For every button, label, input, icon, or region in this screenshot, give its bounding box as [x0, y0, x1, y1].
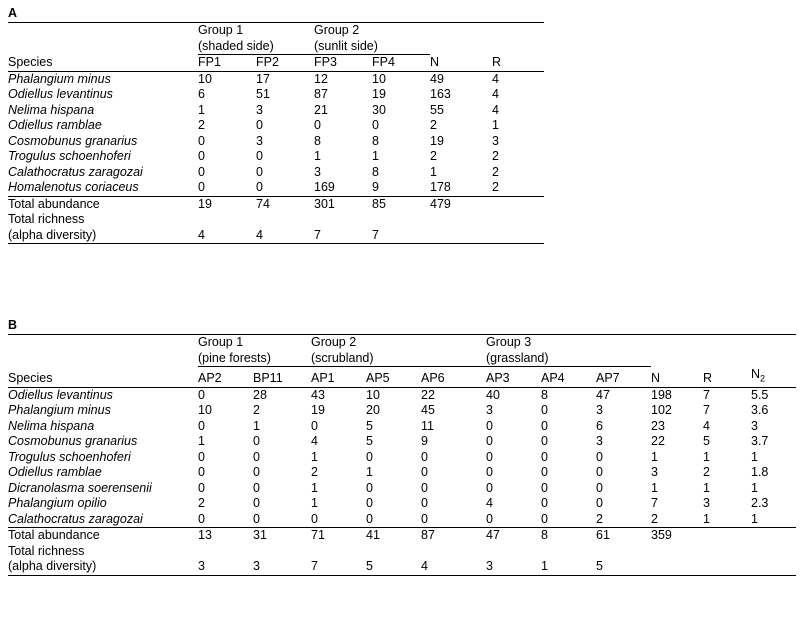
cell-value: 10	[372, 71, 386, 86]
table-row	[8, 165, 544, 181]
empty-cell	[198, 212, 256, 228]
cell-value: 0	[198, 449, 205, 464]
cell-value: 0	[253, 496, 260, 510]
column-header-ap4: AP4	[541, 367, 596, 388]
empty-cell	[651, 335, 703, 367]
column-header-n: N	[651, 367, 703, 388]
total-abundance-row	[8, 528, 796, 544]
cell-value: 8	[541, 528, 548, 542]
cell-value: 2	[311, 465, 318, 479]
cell-value: 0	[366, 496, 373, 510]
group-header-1	[198, 335, 311, 367]
column-header-n2-base: N	[751, 366, 761, 381]
cell-value: 9	[421, 434, 428, 448]
cell-value: 1	[751, 480, 758, 495]
cell-value: 0	[596, 465, 603, 479]
cell-value: 13	[198, 528, 212, 542]
cell-value: 71	[311, 528, 325, 542]
group-header-3-name: Group 3	[486, 335, 532, 349]
cell-value: 9	[372, 180, 430, 196]
cell-value: 0	[596, 480, 603, 495]
column-header-n2-sub: 2	[760, 373, 766, 383]
cell-value: 5	[366, 434, 373, 448]
column-header-r: R	[492, 55, 544, 72]
cell-value: 2	[430, 149, 437, 163]
cell-value: 87	[314, 87, 328, 101]
empty-cell	[8, 335, 198, 367]
cell-value: 1	[751, 512, 796, 528]
cell-value: 0	[198, 133, 205, 148]
cell-value: 0	[486, 434, 493, 448]
cell-value: 3	[486, 559, 541, 575]
cell-value: 43	[311, 387, 325, 402]
cell-value: 0	[421, 480, 428, 495]
group-header-2-name: Group 2	[311, 335, 357, 349]
species-name: Phalangium minus	[8, 403, 111, 417]
table-row	[8, 149, 544, 165]
cell-value: 0	[486, 449, 493, 464]
column-header-ap5: AP5	[366, 367, 421, 388]
alpha-diversity-label: (alpha diversity)	[8, 228, 198, 244]
cell-value: 0	[256, 149, 263, 163]
cell-value-total: 359	[651, 528, 672, 542]
table-row	[8, 387, 796, 403]
cell-value: 0	[541, 512, 596, 528]
cell-value: 0	[256, 180, 314, 196]
column-header-species: Species	[8, 55, 198, 72]
cell-value: 11	[421, 418, 434, 433]
cell-value: 1	[703, 449, 710, 464]
cell-value: 1	[651, 449, 658, 464]
cell-value: 1	[703, 480, 710, 495]
group-header-1-sub: (pine forests)	[198, 350, 271, 365]
cell-value: 4	[421, 559, 486, 575]
cell-value: 74	[256, 196, 270, 211]
empty-cell	[703, 544, 751, 560]
cell-value: 0	[541, 496, 548, 510]
cell-value: 2	[492, 149, 499, 163]
cell-value: 3	[253, 559, 311, 575]
cell-value	[703, 559, 751, 575]
cell-value: 4	[492, 87, 499, 101]
cell-value: 2	[492, 164, 499, 179]
table-panel-b	[0, 318, 803, 576]
cell-value: 31	[253, 528, 267, 542]
cell-value	[703, 528, 751, 544]
cell-value: 3	[492, 133, 499, 148]
cell-value: 2	[430, 118, 437, 132]
cell-value: 0	[253, 480, 260, 495]
cell-value: 0	[198, 387, 205, 402]
group-header-2	[314, 23, 430, 55]
cell-value: 4	[492, 102, 499, 117]
total-abundance-label: Total abundance	[8, 196, 100, 211]
cell-value: 8	[541, 387, 548, 402]
cell-value: 2	[198, 118, 205, 132]
cell-value: 7	[703, 403, 710, 417]
table-row	[8, 419, 796, 435]
table-row	[8, 87, 544, 103]
table-a	[8, 22, 544, 244]
cell-value: 4	[311, 434, 318, 448]
group-header-2-name: Group 2	[314, 23, 360, 37]
cell-value: 3	[703, 496, 710, 510]
cell-value: 7	[372, 228, 430, 244]
cell-value: 0	[372, 118, 379, 132]
cell-value: 51	[256, 87, 270, 101]
cell-value: 3	[256, 133, 263, 148]
species-name: Phalangium minus	[8, 71, 111, 86]
cell-value: 0	[541, 465, 548, 479]
column-header-n2	[751, 367, 796, 388]
cell-value: 8	[372, 164, 379, 179]
cell-value: 3	[198, 559, 253, 575]
cell-value-total: 479	[430, 196, 451, 211]
cell-value: 22	[421, 387, 435, 402]
cell-value: 1	[311, 480, 318, 495]
cell-value: 6	[198, 87, 205, 101]
cell-value: 61	[596, 528, 610, 542]
column-header-ap1: AP1	[311, 367, 366, 388]
empty-cell	[703, 335, 751, 367]
cell-value: 2	[596, 512, 651, 528]
table-a-column-header-row	[8, 55, 544, 72]
cell-value: 3.7	[751, 434, 769, 448]
cell-value: 10	[198, 403, 212, 417]
total-richness-row-line1	[8, 544, 796, 560]
cell-value: 4	[703, 418, 710, 433]
cell-value: 0	[366, 480, 373, 495]
empty-cell	[751, 335, 796, 367]
cell-value: 1	[430, 164, 437, 179]
column-header-n: N	[430, 55, 492, 72]
table-b-column-header-row	[8, 367, 796, 388]
group-header-1-sub: (shaded side)	[198, 38, 274, 53]
table-row	[8, 403, 796, 419]
column-header-bp11: BP11	[253, 367, 311, 388]
total-abundance-row	[8, 196, 544, 212]
cell-value: 0	[256, 164, 263, 179]
cell-value: 0	[366, 449, 373, 464]
species-name: Calathocratus zaragozai	[8, 164, 143, 179]
cell-value: 0	[486, 480, 493, 495]
cell-value	[651, 559, 703, 575]
cell-value: 8	[314, 133, 321, 148]
cell-value	[751, 528, 796, 544]
cell-value: 1	[492, 118, 499, 132]
group-header-3	[486, 335, 651, 367]
column-header-fp4: FP4	[372, 55, 430, 72]
empty-cell	[492, 23, 544, 55]
table-row	[8, 465, 796, 481]
table-row	[8, 450, 796, 466]
column-header-species: Species	[8, 367, 198, 388]
cell-value: 41	[366, 528, 380, 542]
cell-value: 85	[372, 196, 386, 211]
empty-cell	[596, 544, 651, 560]
species-name: Dicranolasma soerensenii	[8, 480, 152, 495]
cell-value: 23	[651, 418, 665, 433]
empty-cell	[366, 544, 421, 560]
species-name: Phalangium opilio	[8, 496, 107, 510]
species-name: Nelima hispana	[8, 102, 95, 117]
cell-value: 19	[311, 403, 325, 417]
cell-value: 0	[596, 496, 603, 510]
alpha-diversity-label: (alpha diversity)	[8, 559, 198, 575]
panel-b-label: B	[8, 318, 18, 332]
group-header-1-name: Group 1	[198, 335, 244, 349]
empty-cell	[256, 212, 314, 228]
cell-value: 0	[198, 149, 205, 163]
cell-value: 0	[253, 465, 260, 479]
panel-a-label: A	[8, 6, 18, 20]
empty-cell	[541, 544, 596, 560]
cell-value: 3	[314, 164, 321, 179]
cell-value: 0	[541, 449, 548, 464]
cell-value: 21	[314, 102, 328, 117]
table-row	[8, 481, 796, 497]
empty-cell	[492, 212, 544, 228]
species-name: Odiellus levantinus	[8, 387, 113, 402]
cell-value: 1.8	[751, 465, 769, 479]
cell-value: 0	[541, 403, 548, 417]
table-row	[8, 434, 796, 450]
empty-cell	[430, 212, 492, 228]
cell-value: 4	[486, 496, 493, 510]
cell-value: 0	[198, 465, 205, 479]
cell-value: 1	[541, 559, 596, 575]
cell-value: 1	[314, 149, 321, 163]
column-header-fp1: FP1	[198, 55, 256, 72]
cell-value: 301	[314, 196, 335, 211]
cell-value: 0	[198, 418, 205, 433]
cell-value: 19	[430, 133, 444, 148]
cell-value: 0	[421, 512, 486, 528]
cell-value: 0	[486, 512, 541, 528]
species-name: Trogulus schoenhoferi	[8, 449, 131, 464]
cell-value: 3	[651, 465, 658, 479]
cell-value: 6	[596, 418, 603, 433]
cell-value: 30	[372, 102, 386, 117]
cell-value: 3.6	[751, 403, 769, 417]
cell-value: 1	[651, 480, 658, 495]
cell-value: 0	[596, 449, 603, 464]
cell-value: 0	[198, 480, 205, 495]
cell-value: 102	[651, 403, 672, 417]
cell-value: 10	[198, 71, 212, 86]
cell-value: 1	[372, 149, 379, 163]
cell-value: 0	[421, 465, 428, 479]
table-row	[8, 71, 544, 87]
cell-value: 0	[314, 118, 321, 132]
empty-cell	[198, 544, 253, 560]
species-name: Odiellus levantinus	[8, 87, 113, 101]
cell-value: 178	[430, 180, 492, 196]
species-name: Homalenotus coriaceus	[8, 180, 198, 196]
cell-value: 2	[253, 403, 260, 417]
cell-value: 12	[314, 71, 328, 86]
cell-value: 0	[253, 434, 260, 448]
empty-cell	[314, 212, 372, 228]
empty-cell	[430, 23, 492, 55]
cell-value: 1	[198, 102, 205, 117]
cell-value: 0	[311, 418, 318, 433]
species-name: Nelima hispana	[8, 418, 95, 433]
total-richness-row-line2	[8, 559, 796, 575]
cell-value: 0	[311, 512, 366, 528]
species-name: Cosmobunus granarius	[8, 133, 138, 148]
total-abundance-label: Total abundance	[8, 528, 100, 542]
cell-value: 5	[703, 434, 710, 448]
cell-value: 0	[253, 449, 260, 464]
cell-value: 7	[314, 228, 372, 244]
cell-value: 0	[198, 164, 205, 179]
column-header-ap2: AP2	[198, 367, 253, 388]
cell-value: 0	[421, 449, 428, 464]
cell-value: 169	[314, 180, 372, 196]
table-row	[8, 180, 544, 196]
cell-value: 40	[486, 387, 500, 402]
column-header-ap6: AP6	[421, 367, 486, 388]
cell-value: 55	[430, 102, 444, 117]
cell-value: 19	[372, 87, 386, 101]
empty-cell	[8, 23, 198, 55]
table-row	[8, 134, 544, 150]
group-header-2-sub: (scrubland)	[311, 350, 374, 365]
group-header-1	[198, 23, 314, 55]
cell-value: 7	[651, 496, 658, 510]
cell-value: 8	[372, 133, 379, 148]
total-richness-label: Total richness	[8, 212, 85, 226]
cell-value: 49	[430, 71, 444, 86]
cell-value: 2.3	[751, 496, 769, 510]
cell-value: 45	[421, 403, 435, 417]
cell-value: 1	[751, 449, 758, 464]
cell-value: 0	[541, 434, 548, 448]
species-name: Calathocratus zaragozai	[8, 512, 198, 528]
cell-value: 1	[198, 434, 205, 448]
cell-value: 0	[421, 496, 428, 510]
cell-value: 1	[366, 465, 373, 479]
species-name: Odiellus ramblae	[8, 118, 102, 132]
table-row	[8, 103, 544, 119]
cell-value: 0	[253, 512, 311, 528]
cell-value: 1	[311, 449, 318, 464]
species-name: Cosmobunus granarius	[8, 434, 138, 448]
table-a-group-header-row	[8, 23, 544, 55]
cell-value: 198	[651, 387, 672, 402]
cell-value: 2	[492, 180, 544, 196]
cell-value: 0	[366, 512, 421, 528]
cell-value: 4	[198, 228, 256, 244]
empty-cell	[311, 544, 366, 560]
cell-value: 4	[256, 228, 314, 244]
cell-value: 7	[311, 559, 366, 575]
table-row	[8, 512, 796, 528]
table-row	[8, 118, 544, 134]
cell-value: 17	[256, 71, 270, 86]
species-name: Trogulus schoenhoferi	[8, 149, 131, 163]
table-b	[8, 334, 796, 576]
cell-value	[492, 196, 544, 212]
cell-value: 1	[253, 418, 260, 433]
cell-value: 1	[703, 512, 751, 528]
cell-value: 22	[651, 434, 665, 448]
cell-value: 5	[366, 559, 421, 575]
cell-value: 3	[486, 403, 493, 417]
cell-value: 2	[703, 465, 710, 479]
table-panel-a	[0, 6, 803, 244]
cell-value: 47	[486, 528, 500, 542]
empty-cell	[253, 544, 311, 560]
empty-cell	[651, 544, 703, 560]
total-richness-row-line2	[8, 228, 544, 244]
total-richness-row-line1	[8, 212, 544, 228]
column-header-fp3: FP3	[314, 55, 372, 72]
cell-value: 2	[651, 512, 703, 528]
cell-value: 28	[253, 387, 267, 402]
cell-value: 0	[256, 118, 263, 132]
empty-cell	[372, 212, 430, 228]
cell-value	[430, 228, 492, 244]
cell-value: 3	[751, 418, 758, 433]
cell-value: 163	[430, 87, 451, 101]
empty-cell	[751, 544, 796, 560]
cell-value: 3	[256, 102, 263, 117]
group-header-2	[311, 335, 486, 367]
cell-value: 0	[541, 418, 548, 433]
column-header-ap3: AP3	[486, 367, 541, 388]
cell-value: 19	[198, 196, 212, 211]
cell-value: 1	[311, 496, 318, 510]
cell-value: 3	[596, 403, 603, 417]
cell-value: 7	[703, 387, 710, 402]
group-header-1-name: Group 1	[198, 23, 244, 37]
table-row	[8, 496, 796, 512]
species-name: Odiellus ramblae	[8, 465, 102, 479]
cell-value: 47	[596, 387, 610, 402]
group-header-2-sub: (sunlit side)	[314, 38, 378, 53]
empty-cell	[421, 544, 486, 560]
cell-value: 0	[486, 418, 493, 433]
column-header-fp2: FP2	[256, 55, 314, 72]
cell-value: 10	[366, 387, 380, 402]
cell-value	[751, 559, 796, 575]
table-b-group-header-row	[8, 335, 796, 367]
cell-value: 4	[492, 71, 499, 86]
cell-value: 3	[596, 434, 603, 448]
cell-value: 0	[541, 480, 548, 495]
cell-value	[492, 228, 544, 244]
column-header-ap7: AP7	[596, 367, 651, 388]
cell-value: 5	[366, 418, 373, 433]
cell-value: 2	[198, 496, 205, 510]
group-header-3-sub: (grassland)	[486, 350, 549, 365]
cell-value: 87	[421, 528, 435, 542]
cell-value: 5.5	[751, 387, 769, 402]
cell-value: 20	[366, 403, 380, 417]
cell-value: 0	[198, 512, 253, 528]
total-richness-label: Total richness	[8, 543, 85, 558]
cell-value: 0	[486, 465, 493, 479]
empty-cell	[486, 544, 541, 560]
cell-value: 5	[596, 559, 651, 575]
cell-value: 0	[198, 180, 256, 196]
column-header-r: R	[703, 367, 751, 388]
